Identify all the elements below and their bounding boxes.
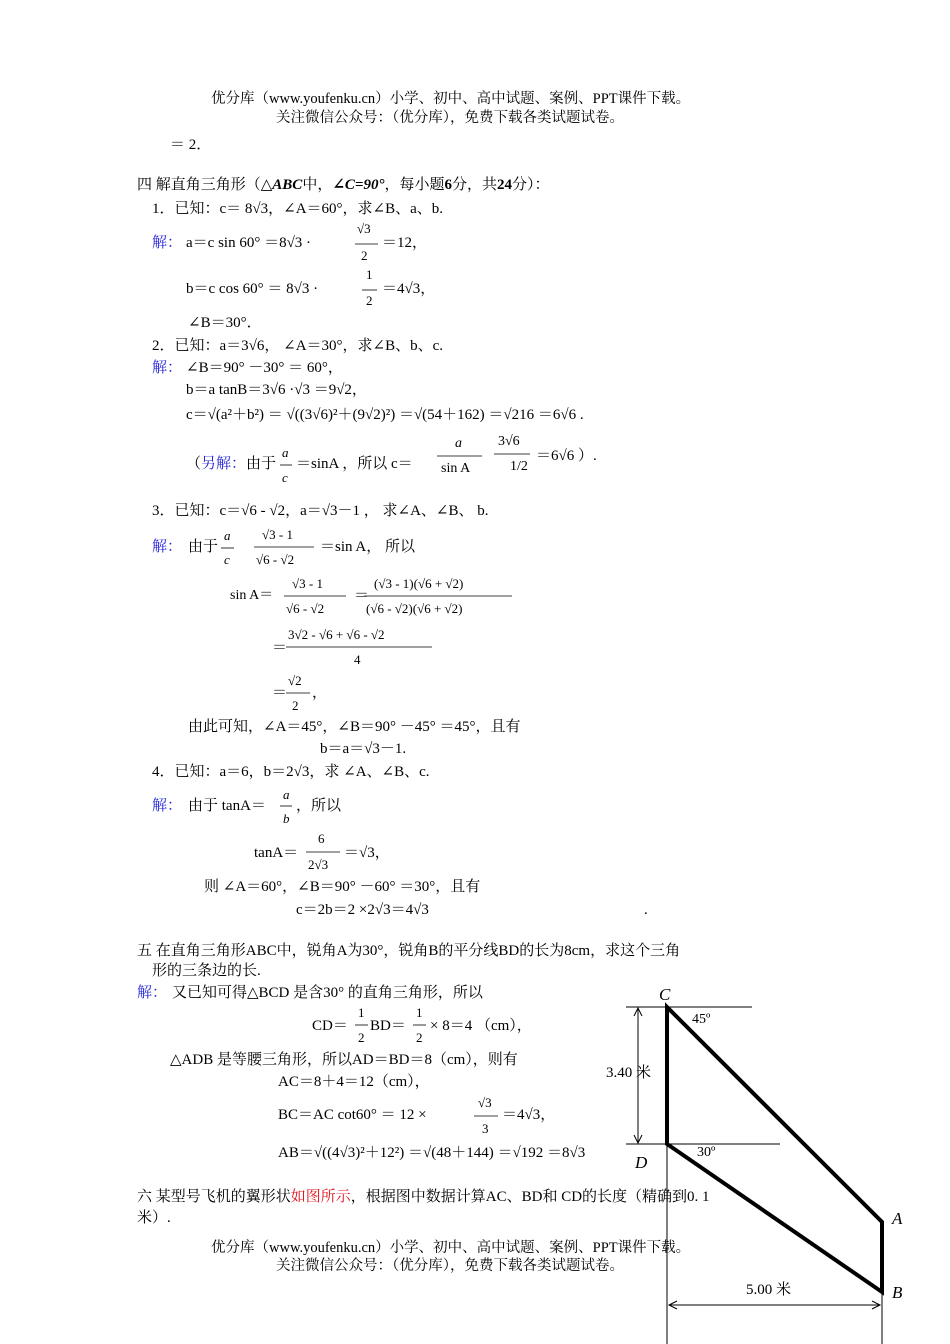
fraction-numerator: a: [283, 787, 290, 802]
fraction-numerator: 3√2 - √6 + √6 - √2: [288, 627, 385, 642]
fraction-denominator: 2: [292, 698, 299, 713]
fraction-denominator: 2: [366, 293, 373, 308]
fraction-denominator: √6 - √2: [256, 552, 295, 567]
text-line: ＝: [272, 640, 288, 656]
text-span: 6: [444, 177, 452, 193]
fraction-numerator: a: [282, 445, 289, 460]
text-span: 分）：: [512, 177, 550, 193]
text-line: ，: [312, 685, 328, 701]
fraction-numerator: √2: [288, 673, 302, 688]
text-line: ＝ 2．: [170, 137, 212, 153]
fraction-numerator: (√3 - 1)(√6 + √2): [374, 576, 464, 591]
text-span: △ABC: [260, 177, 303, 193]
text-line: 由此可知，∠A＝45°，∠B＝90° －45° ＝45°，且有: [188, 719, 521, 735]
text-line: ＝sin A， 所以: [320, 539, 416, 555]
text-line: b＝c cos 60° ＝ 8√3 ·: [186, 281, 319, 297]
label-a: A: [892, 1209, 903, 1228]
text-line: 又已知可得△BCD 是含30° 的直角三角形，所以: [172, 985, 483, 1001]
text-line: ＝6√6 ）.: [536, 448, 597, 464]
fraction-denominator: b: [283, 811, 290, 826]
text-line: b＝a＝√3－1.: [320, 741, 407, 757]
solution-label: 解：: [152, 235, 183, 251]
fraction-numerator: √3: [357, 221, 371, 236]
figure-link[interactable]: 如图所示: [290, 1189, 351, 1205]
fraction-numerator: 1: [358, 1005, 365, 1020]
section-5-title: 五 在直角三角形ABC中，锐角A为30°，锐角B的平分线BD的长为8cm，求这个三角: [137, 943, 681, 959]
question-1: 1．已知：c＝ 8√3，∠A＝60°，求∠B、a、b.: [152, 201, 444, 217]
text-line: c＝2b＝2 ×2√3＝4√3: [296, 902, 429, 918]
text-span: 24: [497, 177, 512, 193]
height-label: 3.40 米: [606, 1065, 652, 1081]
text-line: 则 ∠A＝60°，∠B＝90° －60° ＝30°，且有: [204, 879, 481, 895]
text-span: 六 某型号飞机的翼形状: [137, 1189, 291, 1205]
question-4: 4．已知：a＝6，b＝2√3，求 ∠A、∠B、c.: [152, 764, 430, 780]
fraction-denominator: 2: [416, 1030, 423, 1045]
fraction-denominator: 3: [482, 1121, 489, 1136]
fraction-denominator: c: [282, 470, 288, 485]
fraction-numerator: 1: [416, 1005, 423, 1020]
text-line: ∠B＝30°．: [188, 315, 262, 331]
text-span: ，每小题: [384, 177, 445, 193]
label-b: B: [892, 1283, 903, 1302]
fraction-denominator: 4: [354, 652, 361, 667]
fraction-denominator: 2: [361, 248, 368, 263]
text-line: 由于 tanA＝: [188, 798, 266, 814]
text-line: BD＝: [370, 1018, 406, 1034]
text-line: ＝: [354, 588, 370, 604]
text-line: ，所以: [296, 798, 342, 814]
fraction-numerator: √3 - 1: [292, 576, 323, 591]
fraction-denominator: (√6 - √2)(√6 + √2): [366, 601, 463, 616]
footer-line-1: 优分库（www.youfenku.cn）小学、初中、高中试题、案例、PPT课件下载。: [211, 1240, 691, 1256]
fraction-denominator: 2: [358, 1030, 365, 1045]
header-line-2: 关注微信公众号：（优分库），免费下载各类试题试卷。: [276, 110, 624, 126]
fraction-numerator: 1: [366, 267, 373, 282]
text-line: ＝√3，: [344, 845, 390, 861]
text-line: .: [644, 902, 648, 918]
fraction-numerator: √3 - 1: [262, 527, 293, 542]
fraction-denominator: c: [224, 552, 230, 567]
question-3: 3．已知：c＝√6 - √2，a＝√3－1 ， 求∠A、∠B、 b.: [152, 503, 489, 519]
angle-45: 45º: [692, 1012, 711, 1027]
header-line-1: 优分库（www.youfenku.cn）小学、初中、高中试题、案例、PPT课件下载。: [211, 91, 691, 107]
solution-label: 解：: [152, 798, 183, 814]
text-line: CD＝: [312, 1018, 348, 1034]
text-line: ＝: [272, 685, 288, 701]
text-line: tanA＝: [254, 845, 299, 861]
fraction-numerator: a: [455, 436, 462, 451]
text-line: ＝sinA ，所以 c＝: [296, 456, 413, 472]
text-span: 由于: [246, 456, 277, 472]
text-line: BC＝AC cot60° ＝ 12 ×: [278, 1107, 427, 1123]
text-span: 四 解直角三角形（: [137, 177, 261, 193]
solution-label: 解：: [152, 539, 183, 555]
text-span: ，根据图中数据计算AC、BD和 CD的长度（精确到0. 1: [350, 1189, 710, 1205]
text-line: ＝4√3，: [382, 281, 436, 297]
footer-line-2: 关注微信公众号：（优分库），免费下载各类试题试卷。: [276, 1258, 624, 1274]
text-span: 分，共: [451, 177, 497, 193]
question-2: 2．已知：a＝3√6， ∠A＝30°，求∠B、b、c.: [152, 338, 444, 354]
alt-label: 另解：: [201, 456, 247, 472]
fraction-numerator: a: [224, 528, 231, 543]
fraction-denominator: √6 - √2: [286, 601, 325, 616]
section-5-title-cont: 形的三条边的长.: [152, 963, 261, 979]
text-span: ∠C=90°: [332, 177, 385, 193]
fraction-numerator: √3: [478, 1095, 492, 1110]
solution-label: 解：: [152, 360, 183, 376]
text-span: 中，: [302, 177, 333, 193]
text-line: ＝4√3，: [502, 1107, 556, 1123]
text-line: ＝12，: [382, 235, 428, 251]
text-line: sin A＝: [230, 588, 274, 603]
text-line: 由于: [188, 539, 219, 555]
text-line: AC＝8＋4＝12（cm），: [278, 1074, 430, 1090]
text-line: AB＝√((4√3)²＋12²) ＝√(48＋144) ＝√192 ＝8√3: [278, 1145, 586, 1161]
angle-30: 30º: [697, 1145, 716, 1160]
width-label: 5.00 米: [746, 1282, 792, 1298]
text-line: c＝√(a²＋b²) ＝ √((3√6)²＋(9√2)²) ＝√(54＋162) ＝√216 ＝6√6 .: [186, 407, 584, 423]
text-line: △ADB 是等腰三角形，所以AD＝BD＝8（cm），则有: [170, 1052, 518, 1068]
text-span: （: [186, 456, 202, 472]
fraction-numerator: 3√6: [498, 434, 520, 449]
text-line: ∠B＝90° －30° ＝ 60°，: [186, 360, 343, 376]
text-line: b＝a tanB＝3√6 ·√3 ＝9√2，: [186, 382, 367, 398]
fraction-denominator: 1/2: [510, 459, 528, 474]
section-6-title-cont: 米）.: [137, 1210, 171, 1226]
solution-label: 解：: [137, 985, 168, 1001]
text-line: a＝c sin 60° ＝8√3 ·: [186, 235, 312, 251]
label-c: C: [659, 985, 671, 1004]
text-line: × 8＝4 （cm），: [430, 1018, 532, 1034]
label-d: D: [635, 1153, 648, 1172]
fraction-denominator: sin A: [441, 461, 471, 476]
fraction-numerator: 6: [318, 831, 325, 846]
fraction-denominator: 2√3: [308, 857, 329, 872]
